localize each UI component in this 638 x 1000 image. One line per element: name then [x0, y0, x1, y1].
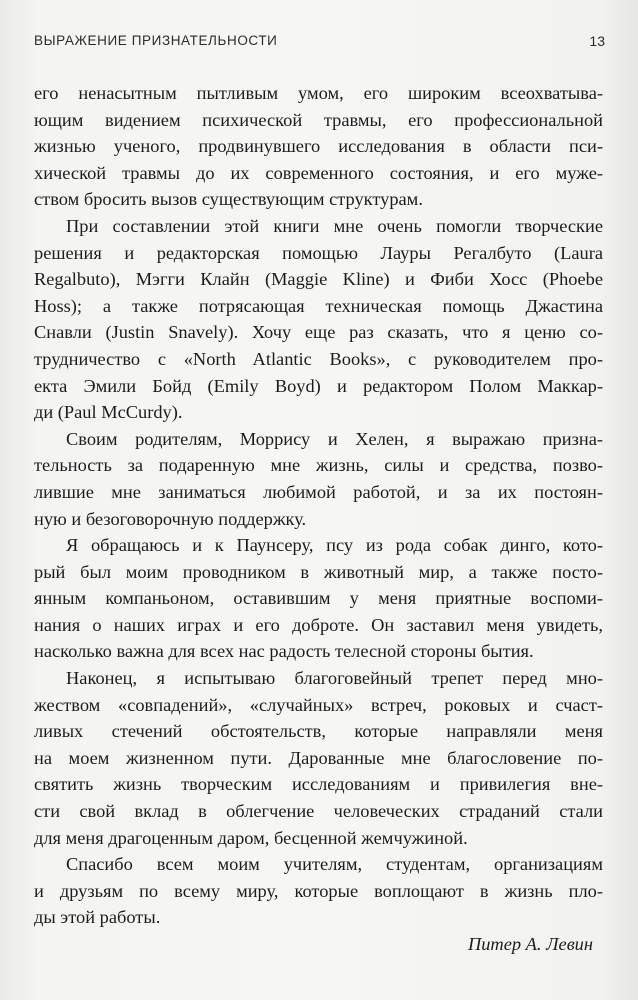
text-line: на моем жизненном пути. Дарованные мне благословение по- [34, 747, 603, 768]
text-line: Снавли (Justin Snavely). Хочу еще раз сказать, что я ценю со- [34, 322, 603, 343]
running-header [34, 33, 605, 53]
text-line: ющим видением психической травмы, его профессиональной [34, 109, 603, 130]
text-line: янным компаньоном, оставившим у меня приятные воспоми- [34, 588, 603, 609]
text-line: тельность за подаренную мне жизнь, силы и средства, позво- [34, 455, 603, 476]
text-line: ливых стечений обстоятельств, которые направляли меня [34, 721, 603, 742]
text-line: его ненасытным пытливым умом, его широким всеохватыва- [34, 83, 603, 103]
text-line: Спасибо всем моим учителям, студентам, организациям [66, 854, 603, 875]
text-line: Hoss); а также потрясающая техническая помощь Джастина [34, 295, 603, 316]
text-line: и друзьям по всему миру, которые воплощают в жизнь пло- [34, 880, 603, 901]
text-line: ди (Paul McCurdy). [34, 402, 183, 423]
text-line: для меня драгоценным даром, бесценной жемчужиной. [34, 827, 468, 848]
paragraph [34, 851, 603, 931]
text-line: ством бросить вызов существующим структурам. [34, 189, 423, 210]
text-line: хической травмы до их современного состояния, и его муже- [34, 162, 603, 183]
text-line: ды этой работы. [34, 907, 161, 928]
body-text [34, 80, 603, 958]
page-number: 13 [589, 33, 605, 49]
paragraph [34, 665, 603, 851]
text-line: лившие мне заниматься любимой работой, и за их постоян- [34, 481, 603, 502]
text-line: рый был моим проводником в животный мир, а также посто- [34, 561, 603, 582]
author-signature: Питер А. Левин [467, 934, 593, 954]
text-line: ную и безоговорочную поддержку. [34, 508, 307, 529]
text-line: насколько важна для всех нас радость телесной стороны бытия. [34, 641, 534, 662]
text-line: Своим родителям, Моррису и Хелен, я выражаю призна- [66, 428, 603, 449]
text-line: святить жизнь творческим исследованиям и привилегия вне- [34, 774, 603, 795]
text-line: решения и редакторская помощью Лауры Регалбуто (Laura [34, 242, 603, 263]
paragraph [34, 213, 603, 426]
text-line: жизнью ученого, продвинувшего исследования в области пси- [34, 136, 603, 157]
paragraph [34, 532, 603, 665]
text-line: екта Эмили Бойд (Emily Boyd) и редактором Полом Маккар- [34, 375, 603, 396]
paragraph [34, 426, 603, 532]
text-line: сти свой вклад в облегчение человеческих страданий стали [34, 801, 603, 822]
text-line: Regalbuto), Мэгги Клайн (Maggie Kline) и Фиби Хосс (Phoebe [34, 269, 603, 290]
paragraph [34, 80, 603, 213]
text-line: Наконец, я испытываю благоговейный трепет перед мно- [66, 668, 603, 689]
text-line: жеством «совпадений», «случайных» встреч, роковых и счаст- [34, 694, 603, 715]
text-line: нания о наших играх и его доброте. Он заставил меня увидеть, [34, 614, 603, 635]
text-line: При составлении этой книги мне очень помогли творческие [66, 215, 603, 236]
running-header-title: ВЫРАЖЕНИЕ ПРИЗНАТЕЛЬНОСТИ [34, 33, 278, 48]
text-line: Я обращаюсь и к Паунсеру, псу из рода собак динго, кото- [66, 535, 603, 556]
text-line: трудничество с «North Atlantic Books», с руководителем про- [34, 348, 603, 369]
